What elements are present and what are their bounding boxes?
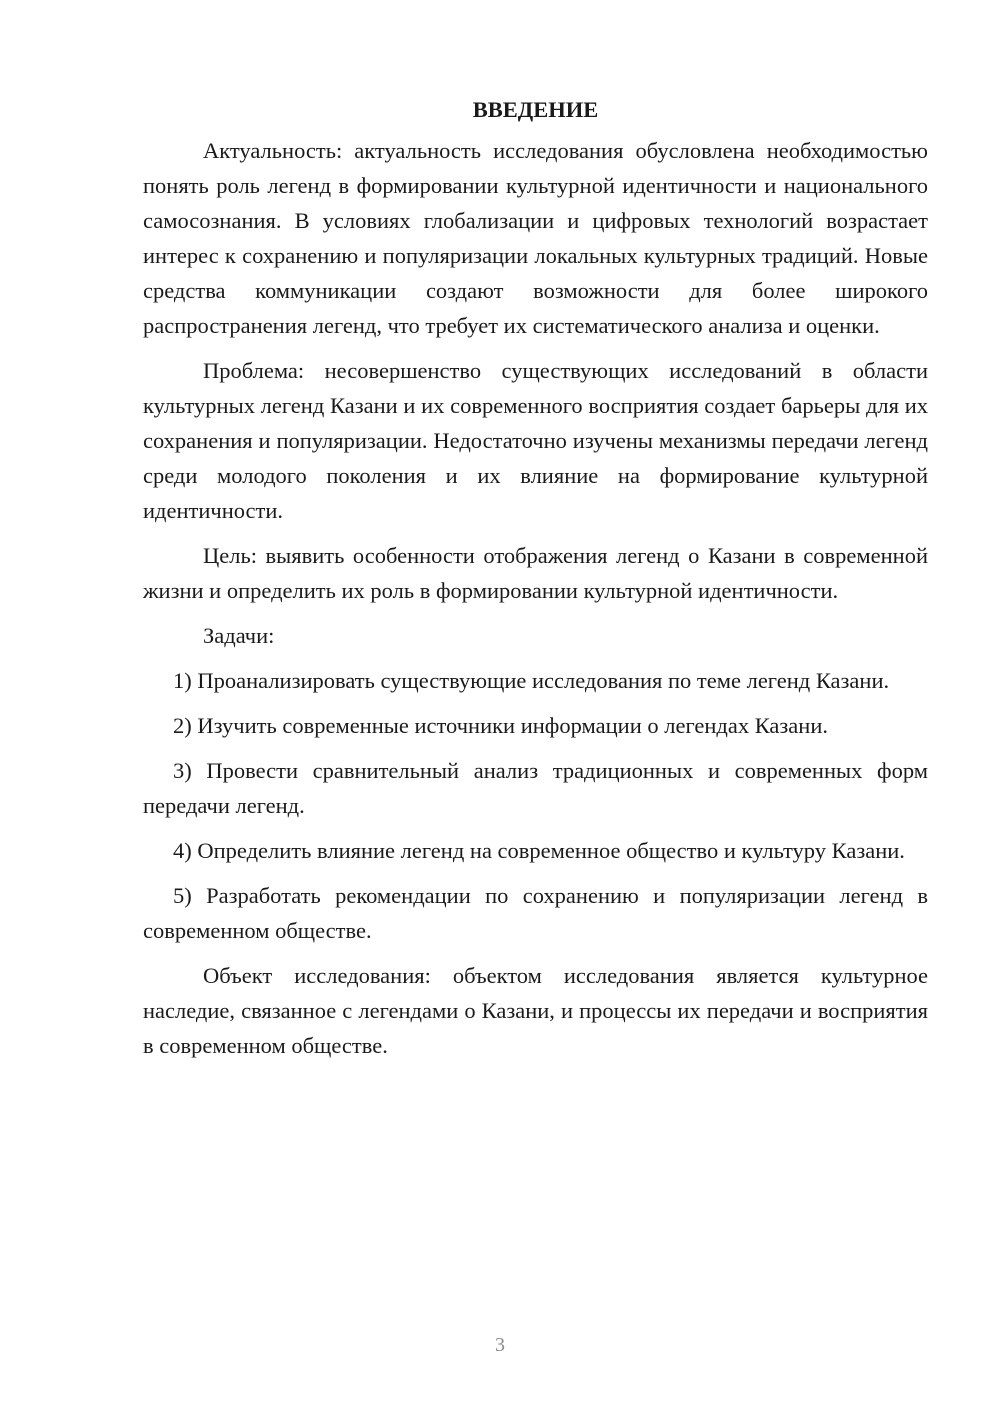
task-item: 1) Проанализировать существующие исследования по теме легенд Казани. (173, 668, 890, 693)
task-item: 4) Определить влияние легенд на современное общество и культуру Казани. (173, 838, 905, 863)
goal-paragraph: Цель: выявить особенности отображения легенд о Казани в современной жизни и определить их роль в формировании культурной идентичности. (143, 543, 928, 603)
object-paragraph: Объект исследования: объектом исследования является культурное наследие, связанное с легендами о Казани, и процессы их передачи и восприятия в современном обществе. (143, 963, 928, 1058)
problem-paragraph: Проблема: несовершенство существующих исследований в области культурных легенд Казани и их современного восприятия создает барьеры для их сохранения и популяризации. Недостаточно изучены механизмы передачи легенд среди молодого поколения и их влияние на формирование культурной идентичности. (143, 358, 928, 523)
task-item: 2) Изучить современные источники информации о легендах Казани. (173, 713, 828, 738)
relevance-paragraph: Актуальность: актуальность исследования обусловлена необходимостью понять роль легенд в формировании культурной идентичности и национального самосознания. В условиях глобализации и цифровых технологий возрастает интерес к сохранению и популяризации локальных культурных традиций. Новые средства коммуникации создают возможности для более широкого распространения легенд, что требует их систематического анализа и оценки. (143, 138, 928, 338)
tasks-label: Задачи: (203, 623, 275, 648)
task-item: 3) Провести сравнительный анализ традиционных и современных форм передачи легенд. (143, 758, 928, 818)
page-number: 3 (495, 1334, 505, 1356)
document-page (143, 92, 928, 1073)
task-item: 5) Разработать рекомендации по сохранению и популяризации легенд в современном обществе. (143, 883, 928, 943)
page-title: ВВЕДЕНИЕ (472, 97, 599, 122)
